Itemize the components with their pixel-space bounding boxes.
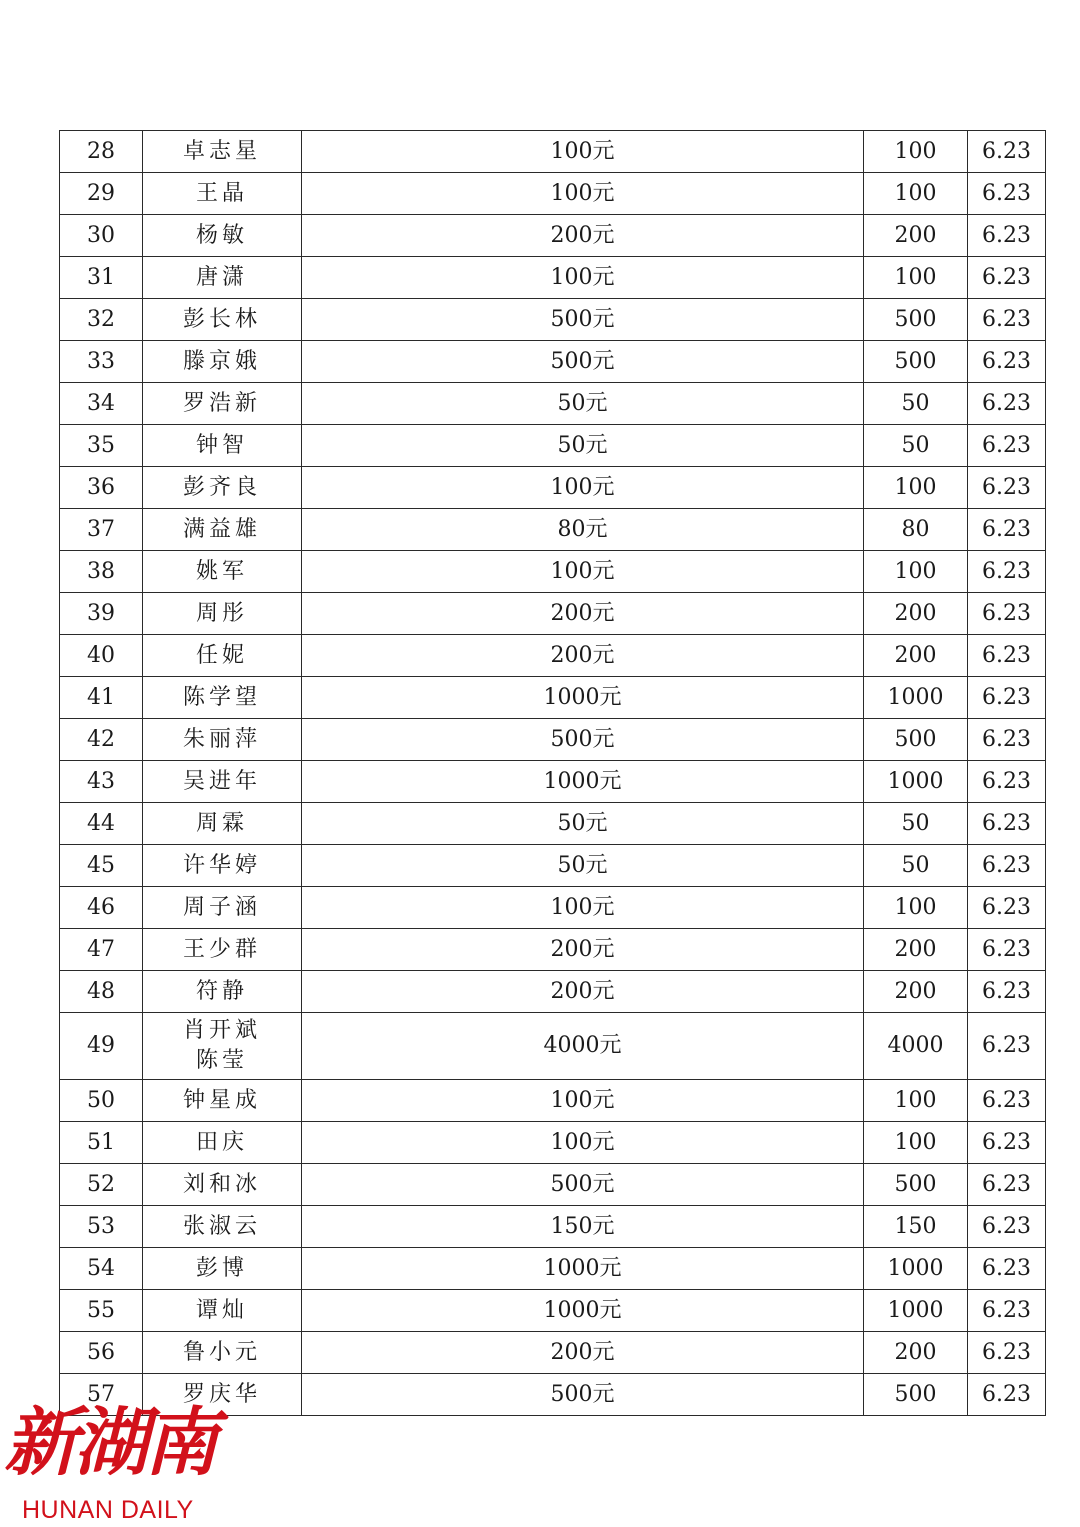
- table-row: [60, 971, 1046, 1013]
- donation-amount: 500元: [302, 1164, 864, 1206]
- donation-value: 50: [864, 803, 968, 845]
- donation-date: 6.23: [968, 929, 1046, 971]
- donor-name-cell: [143, 1332, 302, 1374]
- donation-value: 1000: [864, 677, 968, 719]
- row-number: 36: [60, 467, 143, 509]
- donor-name-cell: [143, 593, 302, 635]
- donation-amount: 200元: [302, 929, 864, 971]
- donor-name: 陈学望: [182, 684, 261, 710]
- donation-date: 6.23: [968, 1080, 1046, 1122]
- table-row: [60, 1206, 1046, 1248]
- donation-date: 6.23: [968, 1290, 1046, 1332]
- row-number: 46: [60, 887, 143, 929]
- donation-value: 1000: [864, 1248, 968, 1290]
- donor-name: 罗浩新: [182, 390, 261, 416]
- table-row: [60, 257, 1046, 299]
- donor-name: 谭灿: [195, 1297, 248, 1323]
- row-number: 34: [60, 383, 143, 425]
- table-row: [60, 593, 1046, 635]
- donor-name-cell: [143, 761, 302, 803]
- donor-name: 陈莹: [195, 1048, 248, 1073]
- donation-amount: 100元: [302, 173, 864, 215]
- row-number: 51: [60, 1122, 143, 1164]
- donor-name: 王晶: [195, 180, 248, 206]
- table-row: [60, 845, 1046, 887]
- donation-date: 6.23: [968, 1374, 1046, 1416]
- table-row: [60, 635, 1046, 677]
- donation-amount: 100元: [302, 257, 864, 299]
- donor-name: 许华婷: [182, 852, 261, 878]
- donation-date: 6.23: [968, 593, 1046, 635]
- donation-value: 50: [864, 383, 968, 425]
- table-row: [60, 425, 1046, 467]
- donor-name: 卓志星: [182, 138, 261, 164]
- donor-name: 彭长林: [182, 306, 261, 332]
- donor-name-cell: [143, 929, 302, 971]
- donation-amount: 100元: [302, 1122, 864, 1164]
- donor-name-cell: [143, 299, 302, 341]
- donation-value: 200: [864, 215, 968, 257]
- row-number: 28: [60, 131, 143, 173]
- donation-date: 6.23: [968, 257, 1046, 299]
- donor-name: 钟星成: [182, 1087, 261, 1113]
- donation-date: 6.23: [968, 845, 1046, 887]
- donor-name-cell: [143, 1290, 302, 1332]
- donation-date: 6.23: [968, 1013, 1046, 1080]
- table-row: [60, 761, 1046, 803]
- donation-amount: 50元: [302, 803, 864, 845]
- donation-value: 500: [864, 719, 968, 761]
- donor-name-cell: [143, 1013, 302, 1080]
- donor-name: 刘和冰: [182, 1171, 261, 1197]
- donation-amount: 200元: [302, 971, 864, 1013]
- table-body: [60, 131, 1046, 1416]
- donation-date: 6.23: [968, 635, 1046, 677]
- row-number: 31: [60, 257, 143, 299]
- row-number: 45: [60, 845, 143, 887]
- donation-amount: 500元: [302, 299, 864, 341]
- donor-name: 杨敏: [195, 222, 248, 248]
- row-number: 47: [60, 929, 143, 971]
- donation-amount: 200元: [302, 635, 864, 677]
- row-number: 56: [60, 1332, 143, 1374]
- donation-date: 6.23: [968, 677, 1046, 719]
- row-number: 42: [60, 719, 143, 761]
- donation-amount: 1000元: [302, 677, 864, 719]
- donor-name-cell: [143, 173, 302, 215]
- watermark-cn: 新湖南: [4, 1400, 214, 1486]
- row-number: 44: [60, 803, 143, 845]
- donation-value: 100: [864, 131, 968, 173]
- donor-name: 田庆: [195, 1129, 248, 1155]
- row-number: 49: [60, 1013, 143, 1080]
- row-number: 43: [60, 761, 143, 803]
- donation-value: 100: [864, 1080, 968, 1122]
- row-number: 30: [60, 215, 143, 257]
- donation-amount: 100元: [302, 131, 864, 173]
- table-row: [60, 341, 1046, 383]
- donor-name: 吴进年: [182, 768, 261, 794]
- donor-name-cell: [143, 509, 302, 551]
- donation-amount: 500元: [302, 341, 864, 383]
- donation-amount: 100元: [302, 467, 864, 509]
- donor-name: 姚军: [195, 558, 248, 584]
- donor-name: 钟智: [195, 432, 248, 458]
- table-row: [60, 1122, 1046, 1164]
- donation-value: 1000: [864, 1290, 968, 1332]
- donation-date: 6.23: [968, 173, 1046, 215]
- donation-amount: 1000元: [302, 1290, 864, 1332]
- donation-value: 100: [864, 887, 968, 929]
- donor-name-cell: [143, 257, 302, 299]
- donation-date: 6.23: [968, 1122, 1046, 1164]
- donor-name-cell: [143, 215, 302, 257]
- table-row: [60, 803, 1046, 845]
- table-row: [60, 1164, 1046, 1206]
- donor-name: 彭博: [195, 1255, 248, 1281]
- row-number: 37: [60, 509, 143, 551]
- donor-name: 彭齐良: [182, 474, 261, 500]
- donation-value: 100: [864, 551, 968, 593]
- table-row: [60, 467, 1046, 509]
- donation-date: 6.23: [968, 467, 1046, 509]
- donation-value: 80: [864, 509, 968, 551]
- donation-date: 6.23: [968, 719, 1046, 761]
- table-row: [60, 1332, 1046, 1374]
- donation-amount: 150元: [302, 1206, 864, 1248]
- table-row: [60, 509, 1046, 551]
- donation-date: 6.23: [968, 383, 1046, 425]
- donation-date: 6.23: [968, 299, 1046, 341]
- donor-name: 唐潇: [195, 264, 248, 290]
- donor-name: 王少群: [182, 936, 261, 962]
- donor-name-cell: [143, 1248, 302, 1290]
- donor-name-cell: [143, 677, 302, 719]
- donation-date: 6.23: [968, 1206, 1046, 1248]
- donation-amount: 100元: [302, 1080, 864, 1122]
- donation-date: 6.23: [968, 1332, 1046, 1374]
- row-number: 52: [60, 1164, 143, 1206]
- donation-amount: 50元: [302, 425, 864, 467]
- donor-name: 周子涵: [182, 894, 261, 920]
- donor-name: 罗庆华: [182, 1381, 261, 1407]
- row-number: 35: [60, 425, 143, 467]
- donor-name-cell: [143, 887, 302, 929]
- donor-name-cell: [143, 1206, 302, 1248]
- donation-amount: 1000元: [302, 761, 864, 803]
- table-row: [60, 1290, 1046, 1332]
- donation-amount: 200元: [302, 1332, 864, 1374]
- row-number: 48: [60, 971, 143, 1013]
- row-number: 53: [60, 1206, 143, 1248]
- donation-amount: 1000元: [302, 1248, 864, 1290]
- table-row: [60, 887, 1046, 929]
- donor-name: 符静: [195, 978, 248, 1004]
- donor-name-cell: [143, 719, 302, 761]
- donation-amount: 200元: [302, 215, 864, 257]
- watermark-logo: [0, 1398, 230, 1527]
- donor-name-cell: [143, 341, 302, 383]
- donation-date: 6.23: [968, 971, 1046, 1013]
- donation-amount: 4000元: [302, 1013, 864, 1080]
- row-number: 29: [60, 173, 143, 215]
- donation-value: 500: [864, 341, 968, 383]
- donor-name-cell: [143, 1122, 302, 1164]
- row-number: 38: [60, 551, 143, 593]
- donor-name: 周彤: [195, 600, 248, 626]
- donation-value: 200: [864, 1332, 968, 1374]
- donation-amount: 50元: [302, 845, 864, 887]
- donor-name: 朱丽萍: [182, 726, 261, 752]
- donor-name-cell: [143, 551, 302, 593]
- donation-value: 150: [864, 1206, 968, 1248]
- donation-table: [59, 130, 1046, 1416]
- donation-value: 500: [864, 1374, 968, 1416]
- table-row: [60, 215, 1046, 257]
- donation-date: 6.23: [968, 1164, 1046, 1206]
- row-number: 54: [60, 1248, 143, 1290]
- row-number: 32: [60, 299, 143, 341]
- donor-name-cell: [143, 425, 302, 467]
- donation-value: 100: [864, 257, 968, 299]
- row-number: 40: [60, 635, 143, 677]
- table-row: [60, 1013, 1046, 1080]
- donor-name: 滕京娥: [182, 348, 261, 374]
- donation-date: 6.23: [968, 341, 1046, 383]
- row-number: 55: [60, 1290, 143, 1332]
- table-row: [60, 173, 1046, 215]
- donation-value: 100: [864, 1122, 968, 1164]
- donation-date: 6.23: [968, 425, 1046, 467]
- donation-date: 6.23: [968, 887, 1046, 929]
- table-row: [60, 551, 1046, 593]
- donation-amount: 80元: [302, 509, 864, 551]
- donation-value: 1000: [864, 761, 968, 803]
- donation-value: 200: [864, 971, 968, 1013]
- donation-value: 50: [864, 845, 968, 887]
- table-row: [60, 131, 1046, 173]
- donation-amount: 200元: [302, 593, 864, 635]
- donor-name-cell: [143, 971, 302, 1013]
- donor-name: 鲁小元: [182, 1339, 261, 1365]
- donation-amount: 100元: [302, 887, 864, 929]
- donor-name: 肖开斌: [182, 1018, 261, 1043]
- row-number: 33: [60, 341, 143, 383]
- donor-name-cell: [143, 1080, 302, 1122]
- donation-value: 200: [864, 635, 968, 677]
- donation-date: 6.23: [968, 551, 1046, 593]
- table-row: [60, 299, 1046, 341]
- donor-name-cell: [143, 845, 302, 887]
- donation-amount: 500元: [302, 1374, 864, 1416]
- donor-name: 周霖: [195, 810, 248, 836]
- donor-name: 张淑云: [182, 1213, 261, 1239]
- donation-amount: 100元: [302, 551, 864, 593]
- donor-name-cell: [143, 467, 302, 509]
- table-row: [60, 383, 1046, 425]
- donation-value: 100: [864, 467, 968, 509]
- table-row: [60, 677, 1046, 719]
- donor-name-cell: [143, 383, 302, 425]
- donation-amount: 50元: [302, 383, 864, 425]
- donor-name-cell: [143, 131, 302, 173]
- donation-value: 4000: [864, 1013, 968, 1080]
- donation-value: 500: [864, 299, 968, 341]
- table-row: [60, 1248, 1046, 1290]
- row-number: 50: [60, 1080, 143, 1122]
- row-number: 39: [60, 593, 143, 635]
- donor-name: 满益雄: [182, 516, 261, 542]
- donor-name: 任妮: [195, 642, 248, 668]
- donor-name-cell: [143, 1164, 302, 1206]
- donor-name-cell: [143, 635, 302, 677]
- donation-date: 6.23: [968, 215, 1046, 257]
- donor-name-cell: [143, 803, 302, 845]
- donation-date: 6.23: [968, 131, 1046, 173]
- donation-amount: 500元: [302, 719, 864, 761]
- table-row: [60, 929, 1046, 971]
- donation-date: 6.23: [968, 761, 1046, 803]
- watermark-en: HUNAN DAILY: [22, 1496, 194, 1524]
- donation-date: 6.23: [968, 803, 1046, 845]
- donation-date: 6.23: [968, 509, 1046, 551]
- row-number: 41: [60, 677, 143, 719]
- table-row: [60, 719, 1046, 761]
- row-number: 57: [60, 1374, 143, 1416]
- donation-value: 500: [864, 1164, 968, 1206]
- donation-value: 200: [864, 929, 968, 971]
- donation-date: 6.23: [968, 1248, 1046, 1290]
- donation-value: 100: [864, 173, 968, 215]
- donation-value: 50: [864, 425, 968, 467]
- table-row: [60, 1080, 1046, 1122]
- donation-value: 200: [864, 593, 968, 635]
